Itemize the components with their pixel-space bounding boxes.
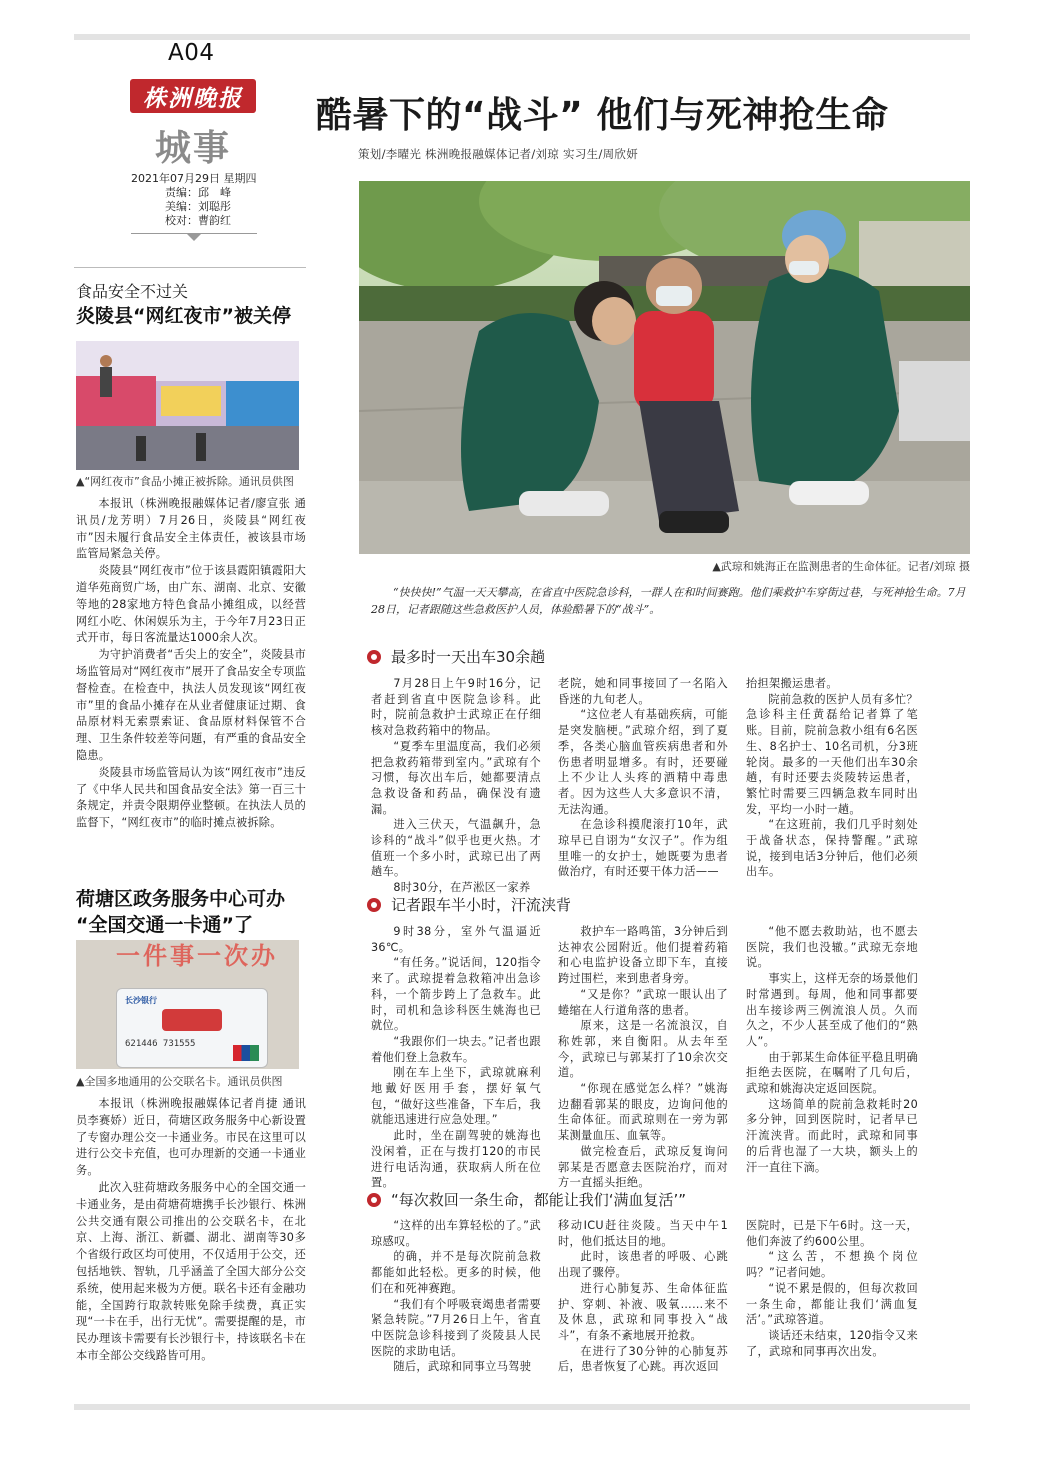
paragraph: “这么苦，不想换个岗位吗？”记者问她。 (746, 1250, 918, 1280)
paragraph: 的确，并不是每次院前急救都能如此轻松。更多的时候，他们在和死神赛跑。 (371, 1250, 541, 1295)
bottom-rule (74, 1404, 970, 1410)
unionpay-icon (233, 1045, 259, 1061)
editor-2: 美编：刘聪彤 (165, 200, 231, 213)
section-bullet-icon (367, 650, 381, 664)
paragraph: 谈话还未结束，120指令又来了，武琼和同事再次出发。 (746, 1328, 918, 1358)
paragraph: 此次入驻荷塘政务服务中心的全国交通一卡通业务，是由荷塘荷塘携手长沙银行、株洲公共交通有限公司推出的公交联名卡，在北京、上海、浙江、新疆、湖北、湖南等30多个省级行政区均可使用，不仅适用于公交，还包括地铁、智轨，几乎涵盖了全国大部分公交系统，使用起来极为方便。联名卡还有金融功能，全国跨行取款转账免除手续费，真正实现“一卡在手，出行无忧”。需要提醒的是，市民办理该卡需要有长沙银行卡，持该联名卡在本市全部公交线路皆可用。 (76, 1180, 306, 1362)
side2-photo-caption: ▲全国多地通用的公交联名卡。通讯员供图 (76, 1075, 283, 1088)
bank-logo: 长沙银行 (125, 996, 157, 1005)
section-title-3: “每次救回一条生命，都能让我们‘满血复活’” (391, 1191, 687, 1209)
s2-col2 (558, 924, 728, 1191)
card-banner: 一件事一次办 (116, 942, 278, 970)
main-photo (359, 181, 970, 554)
issue-date: 2021年07月29日 星期四 (131, 172, 257, 185)
paragraph: 在进行了30分钟的心肺复苏后，患者恢复了心跳。再次返回 (558, 1344, 728, 1374)
s1-col2 (558, 676, 728, 880)
transit-card (116, 988, 268, 1068)
section-name: 城事 (155, 127, 232, 169)
left-column-divider (74, 267, 306, 268)
main-byline: 策划/李曜光 株洲晚报融媒体记者/刘琼 实习生/周欣妍 (358, 147, 639, 161)
paragraph: 7月28日上午9时16分，记者赶到省直中医院急诊科。此时，院前急救护士武琼正在仔细核对急救药箱中的物品。 (371, 677, 541, 738)
paragraph: 8时30分，在芦淞区一家养 (393, 881, 531, 895)
masthead-notch (186, 233, 202, 241)
side1-headline: 炎陵县“网红夜市”被关停 (76, 305, 291, 327)
main-lead: “快快快!”气温一天天攀高，在省直中医院急诊科，一群人在和时间赛跑。他们乘救护车穿街过巷，与死神抢生命。7月28日，记者跟随这些急救医护人员，体验酷暑下的“战斗”。 (371, 586, 966, 616)
section-title-1: 最多时一天出车30余趟 (391, 648, 546, 666)
paragraph: 本报讯（株洲晚报融媒体记者/廖宣张 通讯员/龙芳明）7月26日，炎陵县“网红夜市”因未履行食品安全主体责任，被该县市场监管局紧急关停。 (76, 497, 306, 561)
side2-headline-line2: “全国交通一卡通”了 (76, 914, 253, 936)
paragraph: “我跟你们一块去。”记者也跟着他们登上急救车。 (371, 1034, 541, 1064)
paragraph: 抬担架搬运患者。 (746, 677, 838, 690)
section-bullet-icon (367, 1193, 381, 1207)
paragraph: “这位老人有基础疾病，可能是突发脑梗。”武琼介绍，到了夏季，各类心脑血管疾病患者和外伤患者明显增多。有时，还要碰上不少让人头疼的酒精中毒患者。因为这些人大多意识不清，无法沟通。 (558, 708, 728, 816)
paragraph: 老院，她和同事接回了一名陷入昏迷的九旬老人。 (558, 677, 728, 706)
paragraph: 进行心肺复苏、生命体征监护、穿刺、补液、吸氧……来不及休息，武琼和同事投入“战斗”，有条不紊地展开抢救。 (558, 1281, 728, 1342)
paragraph: 做完检查后，武琼反复询问郭某是否愿意去医院治疗，而对方一直摇头拒绝。 (558, 1144, 728, 1190)
paragraph: 此时，该患者的呼吸、心跳出现了骤停。 (558, 1250, 728, 1280)
paragraph: 原来，这是一名流浪汉，自称姓郭，来自衡阳。从去年至今，武琼已与郭某打了10余次交道。 (558, 1019, 728, 1080)
paragraph: “这样的出车算轻松的了。”武琼感叹。 (371, 1219, 541, 1248)
paragraph: 院前急救的医护人员有多忙？急诊科主任黄磊给记者算了笔账。目前，院前急救小组有6名医生、8名护士、10名司机，分3班轮岗。最多的一天他们出车30余趟，有时还要去炎陵转运患者，繁忙时需要三四辆急救车同时出发，平均一小时一趟。 (746, 692, 918, 816)
paragraph: “他不愿去救助站，也不愿去医院，我们也没辙。”武琼无奈地说。 (746, 925, 918, 970)
side1-photo-caption: ▲“网红夜市”食品小摊正被拆除。通讯员供图 (76, 475, 294, 488)
paragraph: 为守护消费者“舌尖上的安全”，炎陵县市场监管局对“网红夜市”展开了食品安全专项监督检查。在检查中，执法人员发现该“网红夜市”里的食品小摊存在从业者健康证过期、食品原材料无索票索证、食品原材料保管不合理、卫生条件较差等问题，有严重的食品安全隐患。 (76, 648, 306, 762)
s1-col1 (371, 676, 541, 896)
section-heading-1 (367, 646, 545, 667)
paragraph: “说不累是假的，但每次救回一条生命，都能让我们‘满血复活’。”武琼答道。 (746, 1281, 918, 1327)
paragraph: 此时，坐在副驾驶的姚海也没闲着，正在与拨打120的市民进行电话沟通，获取病人所在位置。 (371, 1129, 541, 1190)
section-title-2: 记者跟车半小时，汗流浃背 (391, 896, 572, 914)
paragraph: 事实上，这样无奈的场景他们时常遇到。每周，他和同事都要出车接诊两三例流浪人员。久而久之，不少人甚至成了他们的“熟人”。 (746, 972, 918, 1048)
section-heading-3 (367, 1189, 686, 1210)
paragraph: “有任务。”说话间，120指令来了。武琼提着急救箱冲出急诊科，一个箭步跨上了急救车。此时，司机和急诊科医生姚海也已就位。 (371, 956, 541, 1033)
side2-headline-line1: 荷塘区政务服务中心可办 (76, 888, 286, 910)
side1-kicker: 食品安全不过关 (76, 282, 189, 301)
paragraph: 刚在车上坐下，武琼就麻利地戴好医用手套，摆好氧气包，“做好这些准备，下车后，我就能迅速进行应急处理。” (371, 1066, 541, 1127)
editor-3: 校对：曹韵红 (165, 214, 231, 227)
paragraph: 这场简单的院前急救耗时20多分钟，回到医院时，记者早已汗流浃背。而此时，武琼和同事的后背也湿了一大块，额头上的汗一直往下滴。 (746, 1097, 918, 1174)
paragraph: 移动ICU赶往炎陵。当天中午1时，他们抵达目的地。 (558, 1219, 728, 1248)
s3-col1 (371, 1218, 541, 1375)
page-number: A04 (168, 40, 215, 66)
paragraph: 医院时，已是下午6时。这一天，他们奔波了约600公里。 (746, 1219, 918, 1248)
s2-col1 (371, 924, 541, 1191)
editor-1: 责编：邱 峰 (165, 186, 231, 199)
paragraph: “夏季车里温度高，我们必须把急救药箱带到室内。”武琼有个习惯，每次出车后，她都要清点急救设备和药品，确保没有遗漏。 (371, 739, 541, 816)
section-bullet-icon (367, 898, 381, 912)
rescue-scene-illustration (359, 181, 970, 554)
paragraph: 炎陵县市场监管局认为该“网红夜市”违反了《中华人民共和国食品安全法》第一百三十条规定，并责令限期停业整顿。在执法人员的监督下，“网红夜市”的临时摊点被拆除。 (76, 765, 306, 830)
bus-icon (162, 1009, 222, 1031)
paragraph: “在这班前，我们几乎时刻处于战备状态，保持警醒。”武琼说，接到电话3分钟后，他们必须出车。 (746, 818, 918, 879)
s1-col3 (746, 676, 918, 880)
main-photo-caption: ▲武琼和姚海正在监测患者的生命体征。记者/刘琼 摄 (712, 560, 970, 573)
card-number: 621446 731555 (125, 1039, 196, 1049)
paragraph: 9时38分，室外气温逼近36℃。 (371, 925, 541, 954)
side1-body (76, 496, 306, 832)
paragraph: 炎陵县“网红夜市”位于该县霞阳镇霞阳大道华苑商贸广场，由广东、湖南、北京、安徽等地的28家地方特色食品小摊组成，以经营网红小吃、休闲娱乐为主，于今年7月23日正式开市，每日客流量达1000余人次。 (76, 564, 306, 645)
paragraph: 进入三伏天，气温飙升，急诊科的“战斗”似乎也更火热。才值班一个多小时，武琼已出了两趟车。 (371, 818, 541, 879)
masthead-text: 株洲晚报 (143, 84, 243, 112)
s3-col2 (558, 1218, 728, 1375)
s2-col3 (746, 924, 918, 1175)
night-market-illustration (76, 341, 299, 470)
paragraph: 在急诊科摸爬滚打10年，武琼早已自诩为“女汉子”。作为组里唯一的女护士，她既要为患者做治疗，有时还要干体力活—— (558, 818, 728, 879)
main-headline: 酷暑下的“战斗” 他们与死神抢生命 (316, 95, 889, 136)
paragraph: 本报讯（株洲晚报融媒体记者肖捷 通讯员李赛娇）近日，荷塘区政务服务中心新设置了专窗办理公交一卡通业务。市民在这里可以进行公交卡充值，也可办理新的交通一卡通业务。 (76, 1097, 306, 1178)
masthead-logo (130, 79, 256, 113)
paragraph: “我们有个呼吸衰竭患者需要紧急转院。”7月26日上午，省直中医院急诊科接到了炎陵县人民医院的求助电话。 (371, 1297, 541, 1358)
s3-col3 (746, 1218, 918, 1359)
paragraph: 救护车一路鸣笛，3分钟后到达神农公园附近。他们提着药箱和心电监护设备立即下车，直接跨过围栏，来到患者身旁。 (558, 925, 728, 986)
section-heading-2 (367, 894, 571, 915)
paragraph: “又是你？”武琼一眼认出了蜷缩在人行道角落的患者。 (558, 987, 728, 1017)
side2-photo (76, 940, 299, 1069)
side2-body (76, 1096, 306, 1365)
side1-photo (76, 341, 299, 470)
paragraph: 随后，武琼和同事立马驾驶 (393, 1360, 532, 1374)
paragraph: “你现在感觉怎么样？”姚海边翻看郭某的眼皮，边询问他的生命体征。而武琼则在一旁为郭某测量血压、血氧等。 (558, 1082, 728, 1143)
paragraph: 由于郭某生命体征平稳且明确拒绝去医院，在嘱咐了几句后，武琼和姚海决定返回医院。 (746, 1050, 918, 1096)
